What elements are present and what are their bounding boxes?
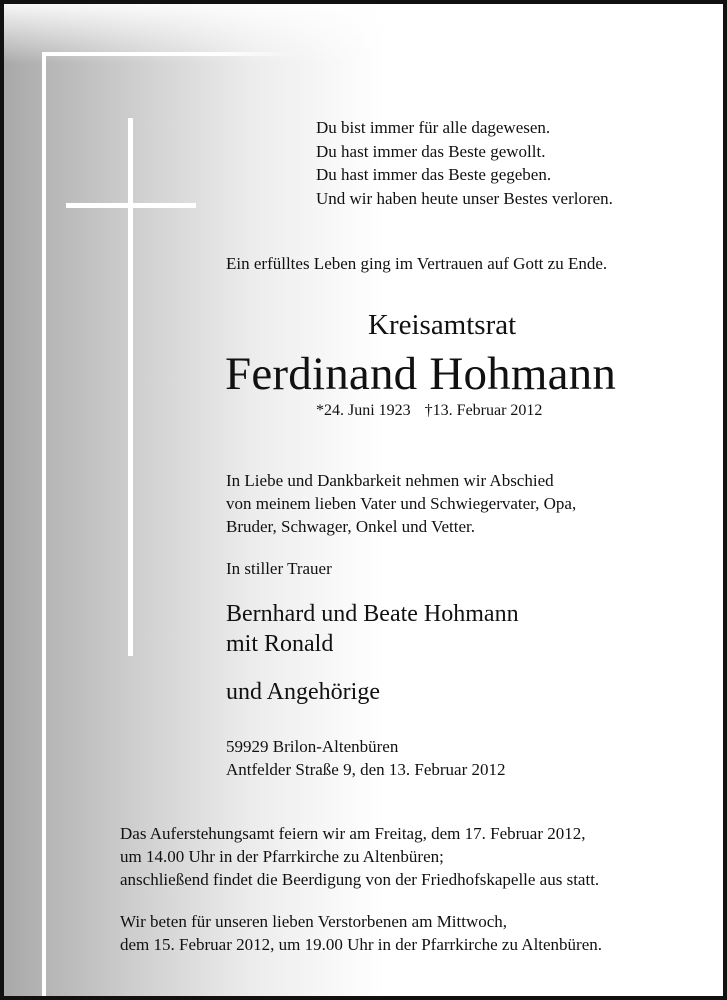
prayer-info <box>120 910 602 956</box>
border-accent-vertical <box>42 52 46 996</box>
cross-icon-vertical-beam <box>128 118 133 656</box>
intro-text: Ein erfülltes Leben ging im Vertrauen auf Gott zu Ende. <box>226 254 608 273</box>
poem-line: Du hast immer das Beste gewollt. <box>316 141 546 161</box>
deceased-title: Kreisamtsrat <box>368 309 517 341</box>
funeral-line: um 14.00 Uhr in der Pfarrkirche zu Altenbüren; <box>120 847 444 866</box>
farewell-line: Bruder, Schwager, Onkel und Vetter. <box>226 517 476 536</box>
life-dates <box>316 400 542 422</box>
farewell-line: von meinem lieben Vater und Schwiegervater, Opa, <box>226 494 577 513</box>
farewell-text <box>226 469 576 538</box>
address <box>226 735 505 781</box>
poem-line: Du hast immer das Beste gegeben. <box>316 165 552 184</box>
prayer-line: dem 15. Februar 2012, um 19.00 Uhr in der Pfarrkirche zu Altenbüren. <box>120 935 603 954</box>
poem-line: Du bist immer für alle dagewesen. <box>316 118 551 137</box>
address-line: 59929 Brilon-Altenbüren <box>226 737 399 756</box>
birth-date: *24. Juni 1923 <box>316 402 411 419</box>
poem-line: Und wir haben heute unser Bestes verloren. <box>316 188 613 208</box>
deceased-name: Ferdinand Hohmann <box>225 348 617 400</box>
relatives-text: und Angehörige <box>226 679 380 705</box>
funeral-line: anschließend findet die Beerdigung von der Friedhofskapelle aus statt. <box>120 870 600 889</box>
mourning-text: In stiller Trauer <box>226 559 332 578</box>
address-line: Antfelder Straße 9, den 13. Februar 2012 <box>226 760 506 779</box>
funeral-line: Das Auferstehungsamt feiern wir am Freitag, dem 17. Februar 2012, <box>120 824 586 843</box>
farewell-line: In Liebe und Dankbarkeit nehmen wir Abschied <box>226 471 554 490</box>
funeral-info <box>120 822 599 891</box>
family-line: mit Ronald <box>226 631 334 657</box>
cross-icon-horizontal-beam <box>66 203 196 208</box>
death-date: †13. Februar 2012 <box>424 402 543 419</box>
family-line: Bernhard und Beate Hohmann <box>226 601 519 627</box>
prayer-line: Wir beten für unseren lieben Verstorbenen am Mittwoch, <box>120 912 508 931</box>
poem <box>316 116 613 210</box>
border-accent-horizontal <box>42 52 302 56</box>
family-names <box>226 599 519 659</box>
